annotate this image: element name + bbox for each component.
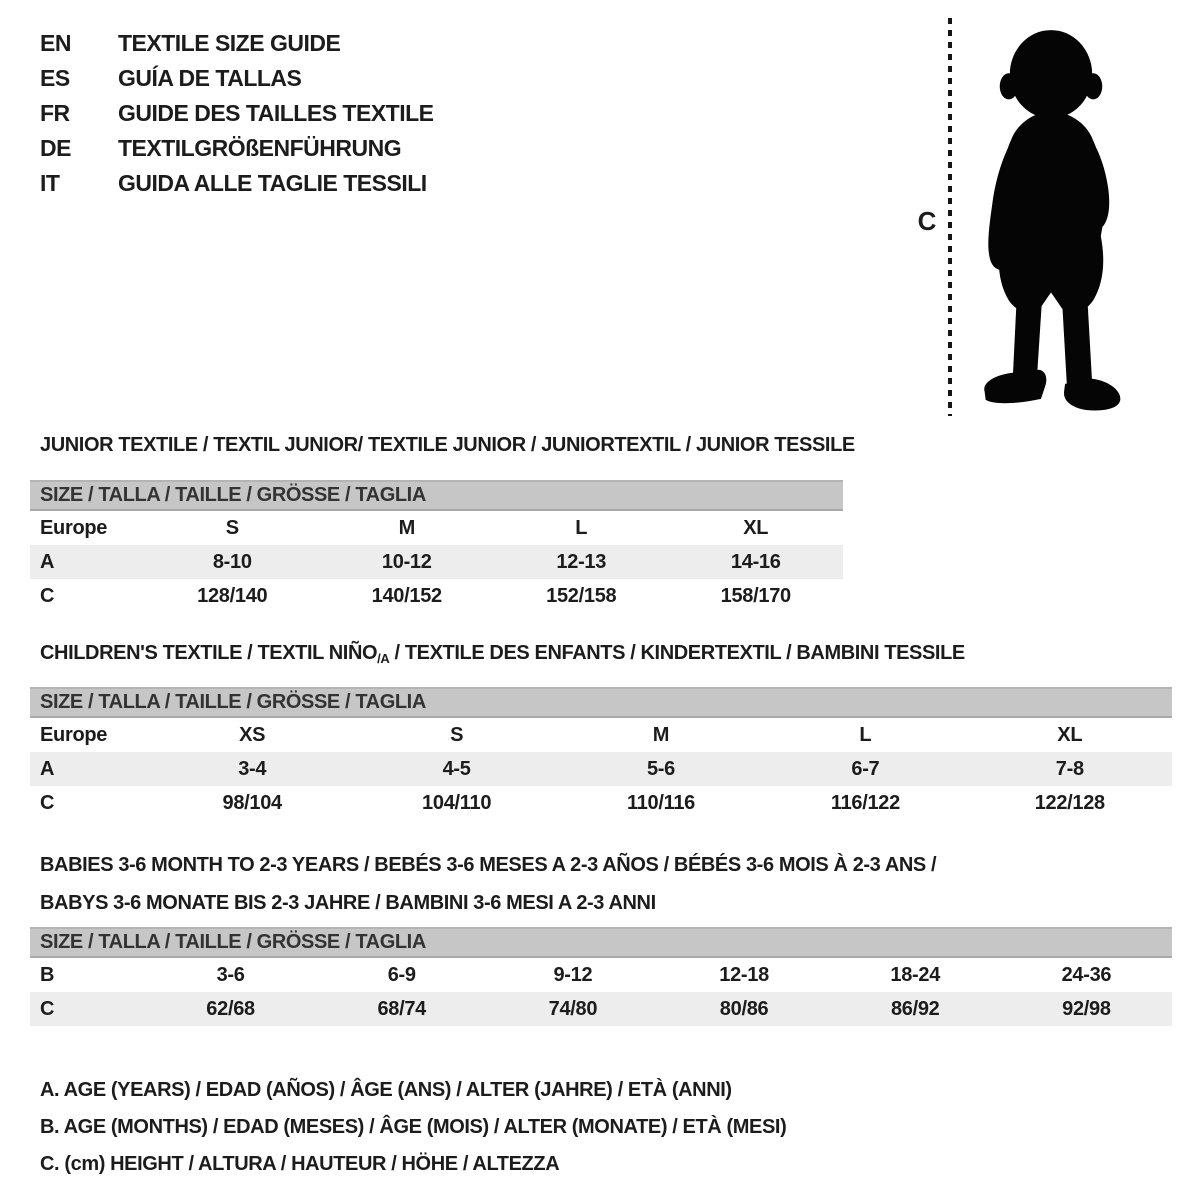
- legend-line-b: B. AGE (MONTHS) / EDAD (MESES) / ÂGE (MOIS) / ALTER (MONATE) / ETÀ (MESI): [40, 1116, 787, 1138]
- lang-code: DE: [40, 135, 71, 161]
- lang-row-en: [40, 26, 434, 61]
- size-header-text: SIZE / TALLA / TAILLE / GRÖSSE / TAGLIA: [40, 931, 426, 953]
- lang-title: GUÍA DE TALLAS: [118, 65, 302, 91]
- babies-size-table: [30, 927, 1172, 1026]
- table-row: [30, 718, 1172, 752]
- children-title-prefix: CHILDREN'S TEXTILE / TEXTIL NIÑO: [40, 642, 378, 664]
- size-cell: 110/116: [626, 791, 695, 814]
- size-cell: 140/152: [371, 584, 442, 607]
- size-cell: 62/68: [206, 997, 255, 1020]
- row-label: C: [40, 584, 55, 607]
- size-cell: 9-12: [553, 963, 593, 986]
- lang-row-fr: [40, 96, 434, 131]
- height-measure-label: C: [917, 206, 937, 236]
- children-title-sub: /A: [377, 651, 390, 666]
- lang-code: EN: [40, 30, 71, 56]
- size-cell: 18-24: [890, 963, 941, 986]
- children-table-title: [40, 642, 965, 666]
- legend-line-c: C. (cm) HEIGHT / ALTURA / HAUTEUR / HÖHE / ALTEZZA: [40, 1153, 560, 1175]
- table-row: [30, 511, 843, 545]
- table-row: [30, 958, 1172, 992]
- size-cell: 158/170: [720, 584, 791, 607]
- lang-code: ES: [40, 65, 70, 91]
- row-label: C: [40, 791, 55, 814]
- row-label: A: [40, 757, 55, 780]
- lang-row-es: [40, 61, 434, 96]
- row-label: C: [40, 997, 55, 1020]
- size-cell: 6-7: [851, 757, 880, 780]
- size-cell: 74/80: [548, 997, 598, 1020]
- size-cell: 14-16: [730, 550, 781, 573]
- table-row: [30, 786, 1172, 820]
- size-cell: 104/110: [422, 791, 492, 814]
- size-cell: 68/74: [377, 997, 427, 1020]
- size-cell: 3-6: [216, 963, 245, 986]
- size-cell: 4-5: [442, 757, 471, 780]
- lang-title: TEXTILE SIZE GUIDE: [118, 30, 341, 56]
- size-cell: L: [575, 516, 588, 539]
- legend-line-a: A. AGE (YEARS) / EDAD (AÑOS) / ÂGE (ANS) / ALTER (JAHRE) / ETÀ (ANNI): [40, 1079, 732, 1101]
- size-header-bar: [30, 480, 843, 511]
- lang-title: TEXTILGRÖßENFÜHRUNG: [118, 135, 402, 161]
- lang-row-it: [40, 166, 434, 201]
- size-cell: 12-13: [556, 550, 607, 573]
- lang-code: FR: [40, 100, 70, 126]
- lang-title: GUIDE DES TAILLES TEXTILE: [118, 100, 434, 126]
- babies-title-line1: BABIES 3-6 MONTH TO 2-3 YEARS / BEBÉS 3-6 MESES A 2-3 AÑOS / BÉBÉS 3-6 MOIS À 2-3 ANS /: [40, 854, 937, 876]
- size-cell: 128/140: [197, 584, 268, 607]
- size-cell: 122/128: [1034, 791, 1105, 814]
- table-row: [30, 752, 1172, 786]
- size-cell: 80/86: [719, 997, 769, 1020]
- row-label: Europe: [40, 516, 108, 539]
- size-header-bar: [30, 687, 1172, 718]
- row-label: A: [40, 550, 55, 573]
- lang-title: GUIDA ALLE TAGLIE TESSILI: [118, 170, 427, 196]
- size-cell: 24-36: [1061, 963, 1112, 986]
- baby-silhouette-image: [966, 16, 1138, 418]
- height-measure-dashed-line: [948, 18, 952, 416]
- language-title-block: [40, 26, 434, 201]
- children-title-suffix: / TEXTILE DES ENFANTS / KINDERTEXTIL / BAMBINI TESSILE: [389, 642, 965, 664]
- size-cell: 8-10: [212, 550, 252, 573]
- row-label: Europe: [40, 723, 108, 746]
- table-row: [30, 545, 843, 579]
- babies-title-line2: BABYS 3-6 MONATE BIS 2-3 JAHRE / BAMBINI 3-6 MESI A 2-3 ANNI: [40, 892, 656, 914]
- table-row: [30, 992, 1172, 1026]
- baby-silhouette-icon: [966, 16, 1138, 418]
- junior-table-title: JUNIOR TEXTILE / TEXTIL JUNIOR/ TEXTILE JUNIOR / JUNIORTEXTIL / JUNIOR TESSILE: [40, 434, 855, 456]
- lang-code: IT: [40, 170, 60, 196]
- size-cell: S: [225, 516, 239, 539]
- size-cell: XL: [1057, 723, 1083, 746]
- size-cell: 116/122: [830, 791, 900, 814]
- row-label: B: [40, 963, 55, 986]
- size-cell: 10-12: [381, 550, 432, 573]
- size-cell: 3-4: [238, 757, 267, 780]
- babies-table-title: [40, 846, 936, 922]
- size-cell: 12-18: [719, 963, 769, 986]
- size-cell: 92/98: [1062, 997, 1111, 1020]
- size-cell: XS: [239, 723, 266, 746]
- size-cell: 152/158: [546, 584, 617, 607]
- size-cell: L: [859, 723, 872, 746]
- size-cell: 98/104: [222, 791, 282, 814]
- size-header-text: SIZE / TALLA / TAILLE / GRÖSSE / TAGLIA: [40, 691, 426, 713]
- size-cell: S: [450, 723, 464, 746]
- size-cell: M: [652, 723, 670, 746]
- size-cell: 6-9: [387, 963, 416, 986]
- measurement-legend: [40, 1072, 786, 1183]
- size-cell: M: [398, 516, 415, 539]
- table-row: [30, 579, 843, 613]
- size-cell: 5-6: [646, 757, 675, 780]
- size-header-bar: [30, 927, 1172, 958]
- size-cell: 7-8: [1055, 757, 1084, 780]
- size-cell: 86/92: [890, 997, 940, 1020]
- size-cell: XL: [743, 516, 769, 539]
- junior-size-table: [30, 480, 843, 613]
- lang-row-de: [40, 131, 434, 166]
- size-header-text: SIZE / TALLA / TAILLE / GRÖSSE / TAGLIA: [40, 484, 426, 506]
- children-size-table: [30, 687, 1172, 820]
